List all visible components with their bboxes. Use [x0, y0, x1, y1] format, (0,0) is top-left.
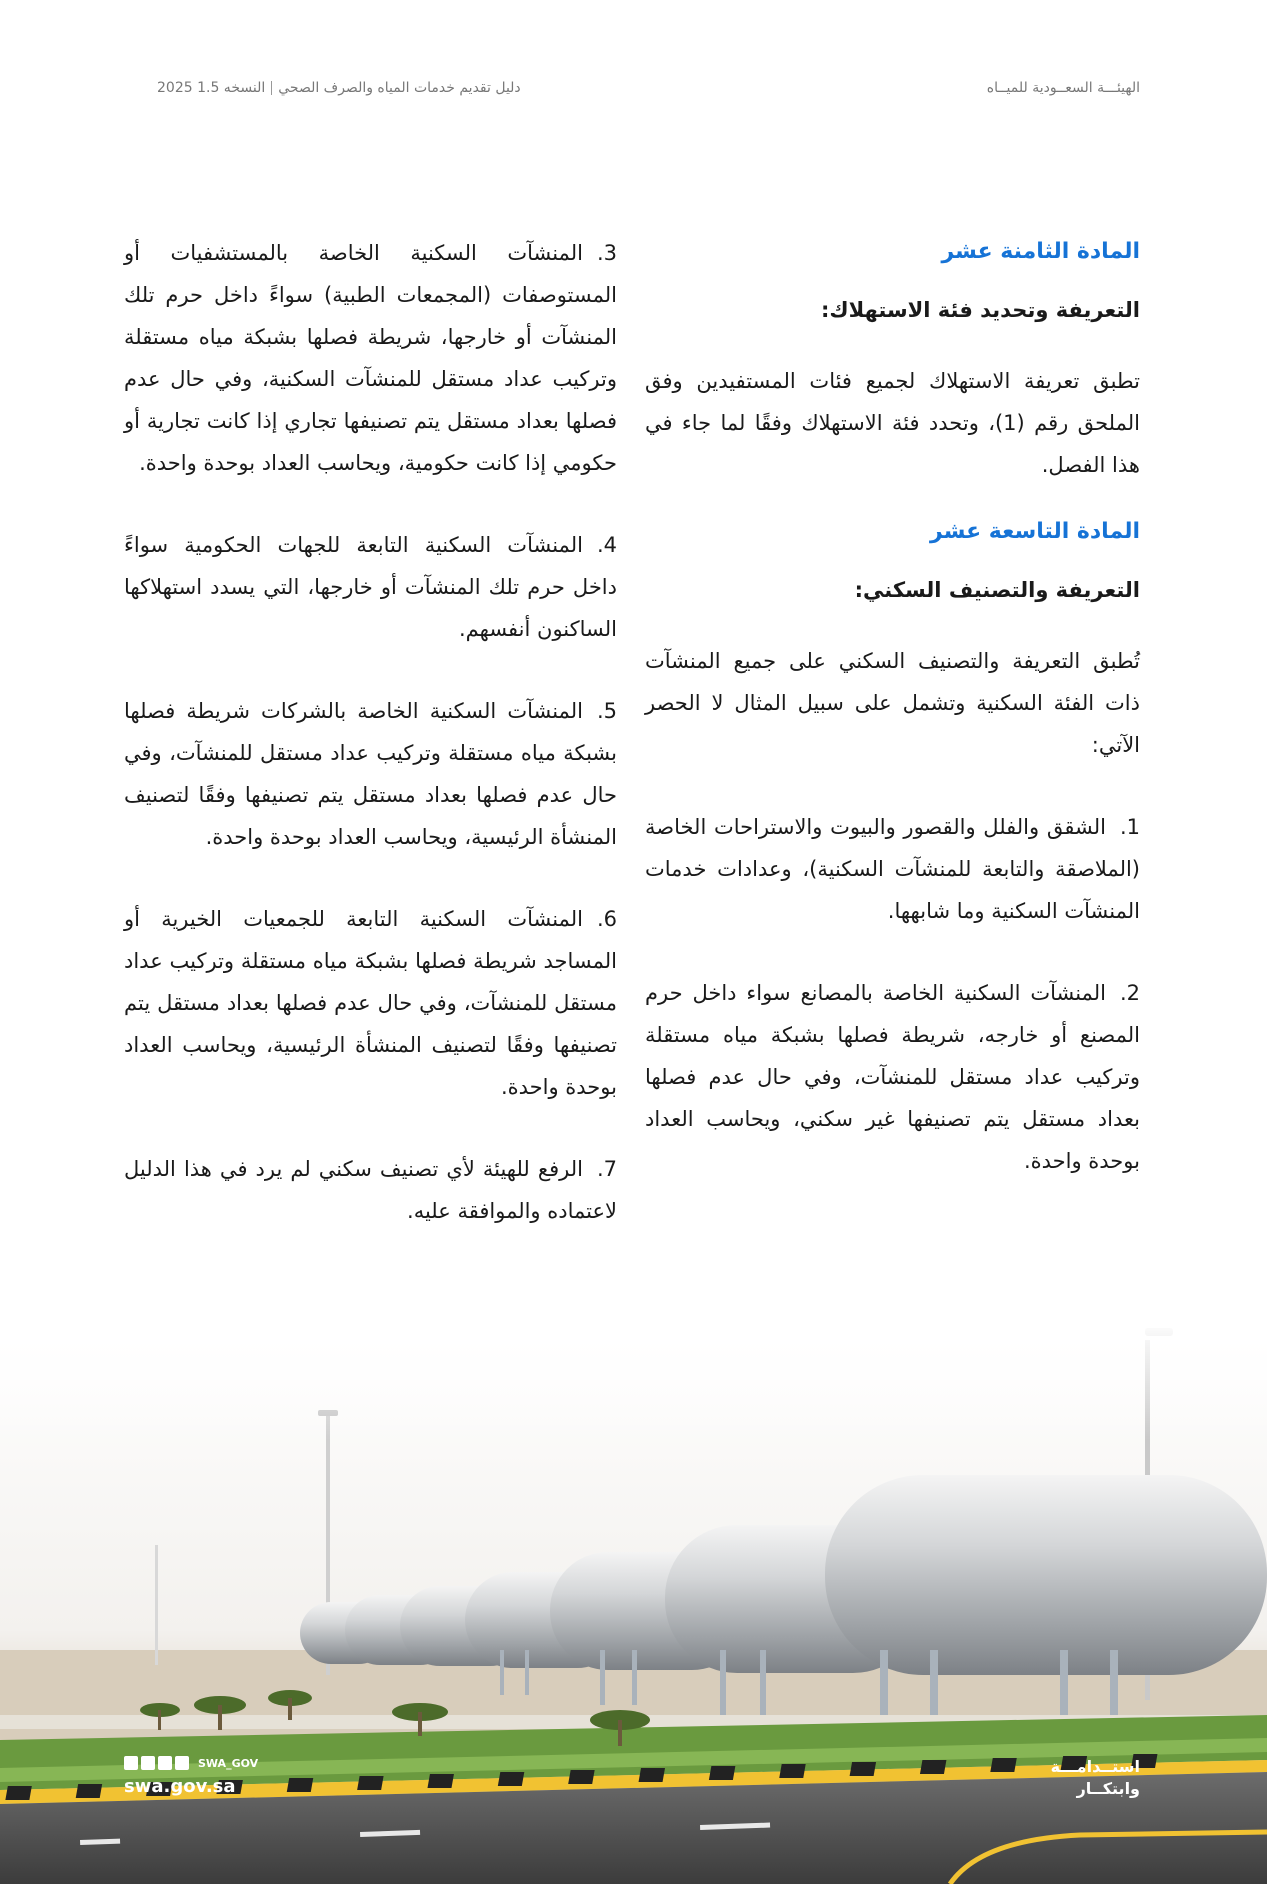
list-item-text: المنشآت السكنية التابعة للجهات الحكومية سواءً داخل حرم تلك المنشآت أو خارجها، التي يسدد استهلاكها الساكنون أنفسهم.: [124, 533, 617, 641]
header-guide-info: [157, 80, 521, 96]
article-18-title: المادة الثامنة عشر: [941, 239, 1140, 264]
list-item: [124, 232, 617, 484]
linkedin-icon[interactable]: [175, 1756, 189, 1770]
tagline-line-1: استــدامـــة: [1050, 1757, 1140, 1776]
youtube-icon[interactable]: [158, 1756, 172, 1770]
list-item: [645, 972, 1140, 1182]
facebook-icon[interactable]: [141, 1756, 155, 1770]
list-item-number: 2.: [1119, 981, 1140, 1005]
article-18-subtitle: التعريفة وتحديد فئة الاستهلاك:: [820, 298, 1140, 322]
tagline-line-2: وابتكــار: [1076, 1779, 1140, 1798]
social-links: [124, 1756, 258, 1770]
list-item-text: المنشآت السكنية الخاصة بالمصانع سواء داخل حرم المصنع أو خارجه، شريطة فصلها بشبكة مياه مستقلة وتركيب عداد مستقل للمنشآت، وفي حال عدم فصلها بعداد مستقل يتم تصنيفها غير سكني، ويحاسب العداد بوحدة واحدة.: [645, 981, 1140, 1173]
list-item: [124, 1148, 617, 1232]
right-column: [645, 232, 1140, 1182]
list-item-text: المنشآت السكنية التابعة للجمعيات الخيرية أو المساجد شريطة فصلها بشبكة مياه مستقلة وتركيب عداد مستقل للمنشآت، وفي حال عدم فصلها بعداد مستقل يتم تصنيفها وفقًا لتصنيف المنشأة الرئيسية، ويحاسب العداد بوحدة واحدة.: [124, 907, 617, 1099]
list-item-number: 4.: [596, 533, 617, 557]
website-link[interactable]: swa.gov.sa: [124, 1776, 236, 1797]
social-handle: SWA_GOV: [198, 1756, 259, 1770]
list-item: [645, 806, 1140, 932]
article-19-title: المادة التاسعة عشر: [930, 519, 1140, 544]
article-19-subtitle: التعريفة والتصنيف السكني:: [854, 578, 1140, 602]
page-header: [157, 80, 1140, 102]
list-item-number: 5.: [596, 699, 617, 723]
list-item-text: الرفع للهيئة لأي تصنيف سكني لم يرد في هذا الدليل لاعتماده والموافقة عليه.: [124, 1157, 617, 1223]
header-guide-title: دليل تقديم خدمات المياه والصرف الصحي: [278, 80, 521, 96]
list-item-text: المنشآت السكنية الخاصة بالشركات شريطة فصلها بشبكة مياه مستقلة وتركيب عداد مستقل للمنشآت، وفي حال عدم فصلها بعداد مستقل يتم تصنيفها وفقًا لتصنيف المنشأة الرئيسية، ويحاسب العداد بوحدة واحدة.: [124, 699, 617, 849]
list-item-text: المنشآت السكنية الخاصة بالمستشفيات أو المستوصفات (المجمعات الطبية) سواءً داخل حرم تلك المنشآت أو خارجها، شريطة فصلها بشبكة مياه مستقلة وتركيب عداد مستقل للمنشآت السكنية، وفي حال عدم فصلها بعداد مستقل يتم تصنيفها تجاري إذا كانت تجارية أو حكومي إذا كانت حكومية، ويحاسب العداد بوحدة واحدة.: [124, 241, 617, 475]
header-org-name: الهيئـــة السعــودية للميــاه: [986, 80, 1140, 96]
article-19-body: تُطبق التعريفة والتصنيف السكني على جميع المنشآت ذات الفئة السكنية وتشمل على سبيل المثال لا الحصر الآتي:: [645, 649, 1140, 757]
article-18-body: تطبق تعريفة الاستهلاك لجميع فئات المستفيدين وفق الملحق رقم (1)، وتحدد فئة الاستهلاك وفقًا لما جاء في هذا الفصل.: [645, 369, 1140, 477]
list-item: [124, 898, 617, 1108]
list-item-number: 7.: [596, 1157, 617, 1181]
list-item: [124, 690, 617, 858]
list-item-number: 3.: [596, 241, 617, 265]
header-separator: [271, 81, 272, 95]
list-item-number: 6.: [596, 907, 617, 931]
x-icon[interactable]: [124, 1756, 138, 1770]
footer-tagline: [1051, 1756, 1140, 1800]
list-item: [124, 524, 617, 650]
header-version: النسخه 1.5 2025: [157, 80, 266, 96]
list-item-number: 1.: [1119, 815, 1140, 839]
list-item-text: الشقق والفلل والقصور والبيوت والاستراحات الخاصة (الملاصقة والتابعة للمنشآت السكنية)، وعدادات خدمات المنشآت السكنية وما شابهها.: [645, 815, 1140, 923]
left-column: [124, 232, 617, 1232]
